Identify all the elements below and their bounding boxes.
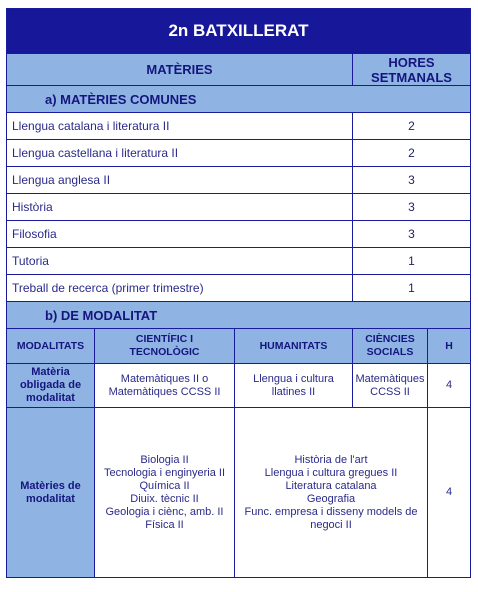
subject-name: Llengua anglesa II: [7, 167, 353, 194]
table-row: [7, 194, 471, 221]
mandatory-label-line1: Matèria: [31, 366, 70, 378]
mandatory-socials-line1: Matemàtiques: [355, 372, 425, 385]
hours-column-header: [353, 54, 471, 86]
mandatory-label-line2: obligada de: [19, 379, 82, 391]
modality-label-line2: modalitat: [26, 492, 75, 505]
list-item: Diuix. tècnic II: [130, 492, 199, 505]
list-item: Història de l'art: [294, 453, 368, 466]
list-item: Func. empresa i disseny models de: [244, 505, 418, 518]
list-item: Geografia: [306, 492, 356, 505]
subject-hours: 3: [353, 194, 471, 221]
mandatory-label-line3: modalitat: [26, 392, 75, 404]
section-b-label: b) DE MODALITAT: [45, 307, 158, 323]
list-item: negoci II: [310, 518, 352, 531]
subject-name: Llengua castellana i literatura II: [7, 140, 353, 167]
list-item: Física II: [145, 518, 184, 531]
section-b-heading: [7, 302, 471, 329]
section-a-heading: [7, 86, 471, 113]
cientific-header: [95, 329, 235, 364]
cientific-subjects-list: [95, 408, 235, 578]
hours-header-line2: SETMANALS: [371, 69, 452, 85]
table-row: [7, 140, 471, 167]
modalitats-header: MODALITATS: [7, 329, 95, 364]
subjects-column-header: MATÈRIES: [7, 54, 353, 86]
modality-subjects-row: [7, 408, 471, 578]
mandatory-humanitats-line2: llatines II: [271, 385, 316, 398]
socials-header-line2: SOCIALS: [366, 346, 414, 358]
list-item: Tecnologia i enginyeria II: [103, 466, 226, 479]
mandatory-cientific-line2: Matemàtiques CCSS II: [108, 385, 221, 398]
socials-header-line1: CIÈNCIES: [365, 333, 415, 345]
section-a-label: a) MATÈRIES COMUNES: [45, 91, 197, 107]
subject-hours: 3: [353, 167, 471, 194]
mandatory-subject-row: [7, 364, 471, 408]
mandatory-hours: 4: [428, 364, 471, 408]
mandatory-humanitats: [235, 364, 353, 408]
subject-name: Tutoria: [7, 248, 353, 275]
curriculum-table-container: [6, 8, 470, 578]
table-row: [7, 167, 471, 194]
modality-subjects-label: [7, 408, 95, 578]
hours-header-line1: HORES: [388, 54, 435, 70]
table-row: [7, 248, 471, 275]
mandatory-socials: [353, 364, 428, 408]
table-row: [7, 275, 471, 302]
list-item: Llengua i cultura gregues II: [264, 466, 398, 479]
subject-name: Llengua catalana i literatura II: [7, 113, 353, 140]
list-item: Biologia II: [140, 453, 189, 466]
modality-hours: 4: [428, 408, 471, 578]
cientific-header-line1: CIENTÍFIC I: [135, 333, 194, 345]
mandatory-label: [7, 364, 95, 408]
subject-hours: 2: [353, 140, 471, 167]
modality-label-line1: Matèries de: [20, 479, 81, 492]
subject-hours: 1: [353, 248, 471, 275]
list-item: Química II: [139, 479, 190, 492]
table-row: [7, 113, 471, 140]
subject-name: Filosofia: [7, 221, 353, 248]
cientific-header-line2: TECNOLÒGIC: [129, 346, 200, 358]
mandatory-humanitats-line1: Llengua i cultura: [253, 372, 334, 385]
hours-short-header: H: [428, 329, 471, 364]
list-item: Geologia i ciènc, amb. II: [105, 505, 224, 518]
subject-hours: 2: [353, 113, 471, 140]
subject-hours: 1: [353, 275, 471, 302]
mandatory-socials-line2: CCSS II: [370, 385, 410, 398]
curriculum-table: [6, 8, 471, 578]
subject-name: Història: [7, 194, 353, 221]
subject-hours: 3: [353, 221, 471, 248]
mandatory-cientific: [95, 364, 235, 408]
humanitats-header: HUMANITATS: [235, 329, 353, 364]
subject-name: Treball de recerca (primer trimestre): [7, 275, 353, 302]
humanitats-socials-subjects-list: [235, 408, 428, 578]
table-row: [7, 221, 471, 248]
mandatory-cientific-line1: Matemàtiques II o: [120, 372, 209, 385]
list-item: Literatura catalana: [285, 479, 377, 492]
socials-header: [353, 329, 428, 364]
page-title: 2n BATXILLERAT: [7, 9, 471, 54]
